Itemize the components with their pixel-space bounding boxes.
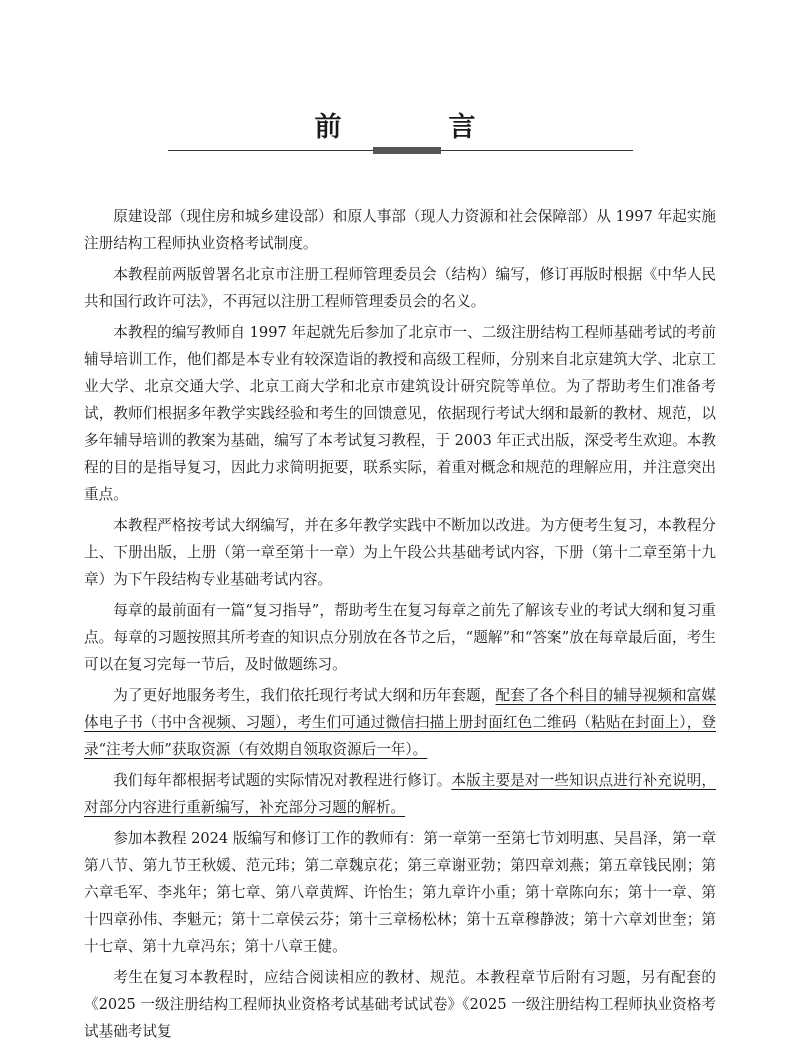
paragraph-1: 原建设部（现住房和城乡建设部）和原人事部（现人力资源和社会保障部）从 1997 年起实施注册结构工程师执业资格考试制度。 bbox=[84, 208, 716, 252]
paragraph-7-text: 我们每年都根据考试题的实际情况对教程进行修订。 bbox=[113, 772, 452, 789]
paragraph-3: 本教程的编写教师自 1997 年起就先后参加了北京市一、二级注册结构工程师基础考试的考前辅导培训工作，他们都是本专业有较深造诣的教授和高级工程师，分别来自北京建筑大学、北京工业大学、北京交通大学、北京工商大学和北京市建筑设计研究院等单位。为了帮助考生们准备考试，教师们根据多年教学实践经验和考生的回馈意见，依据现行考试大纲和最新的教材、规范，以多年辅导培训的教案为基础，编写了本考试复习教程，于 2003 年正式出版，深受考生欢迎。本教程的目的是指导复习，因此力求简明扼要，联系实际，着重对概念和规范的理解应用，并注意突出重点。 bbox=[84, 324, 716, 503]
paragraph-9: 考生在复习本教程时，应结合阅读相应的教材、规范。本教程章节后附有习题，另有配套的《2025 一级注册结构工程师执业资格考试基础考试试卷》《2025 一级注册结构工程师执业资格考试基础考试复 bbox=[84, 969, 716, 1040]
paragraph-8: 参加本教程 2024 版编写和修订工作的教师有：第一章第一至第七节刘明惠、吴昌泽，第一章第八节、第九节王秋媛、范元玮；第二章魏京花；第三章谢亚勃；第四章刘燕；第五章钱民刚；第六章毛军、李兆年；第七章、第八章黄辉、许怡生；第九章许小重；第十章陈向东；第十一章、第十四章孙伟、李魁元；第十二章侯云芬；第十三章杨松林；第十五章穆静波；第十六章刘世奎；第十七章、第十九章冯东；第十八章王健。 bbox=[84, 830, 716, 955]
page-title: 前 言 bbox=[314, 112, 516, 143]
paragraph-7-underlined: 本版主要是对一些知识点进行补充说明，对部分内容进行重新编写，补充部分习题的解析。 bbox=[84, 772, 716, 816]
paragraph-2: 本教程前两版曾署名北京市注册工程师管理委员会（结构）编写，修订再版时根据《中华人民共和国行政许可法》，不再冠以注册工程师管理委员会的名义。 bbox=[84, 266, 716, 310]
paragraph-4: 本教程严格按考试大纲编写，并在多年教学实践中不断加以改进。为方便考生复习，本教程分上、下册出版，上册（第一章至第十一章）为上午段公共基础考试内容，下册（第十二章至第十九章）为下午段结构专业基础考试内容。 bbox=[84, 517, 716, 588]
paragraph-6-text: 为了更好地服务考生，我们依托现行考试大纲和历年套题， bbox=[113, 687, 496, 704]
paragraph-6-underlined: 配套了各个科目的辅导视频和富媒体电子书（书中含视频、习题），考生们可通过微信扫描上册封面红色二维码（粘贴在封面上），登录“注考大师”获取资源（有效期自领取资源后一年）。 bbox=[84, 687, 716, 758]
paragraph-5: 每章的最前面有一篇“复习指导”，帮助考生在复习每章之前先了解该专业的考试大纲和复习重点。每章的习题按照其所考查的知识点分别放在各节之后，“题解”和“答案”放在每章最后面，考生可以在复习完每一节后，及时做题练习。 bbox=[84, 602, 716, 673]
paragraph-7 bbox=[84, 767, 716, 821]
paragraph-6 bbox=[84, 682, 716, 763]
title-underline-accent bbox=[373, 147, 441, 154]
preface-body bbox=[84, 203, 716, 1049]
